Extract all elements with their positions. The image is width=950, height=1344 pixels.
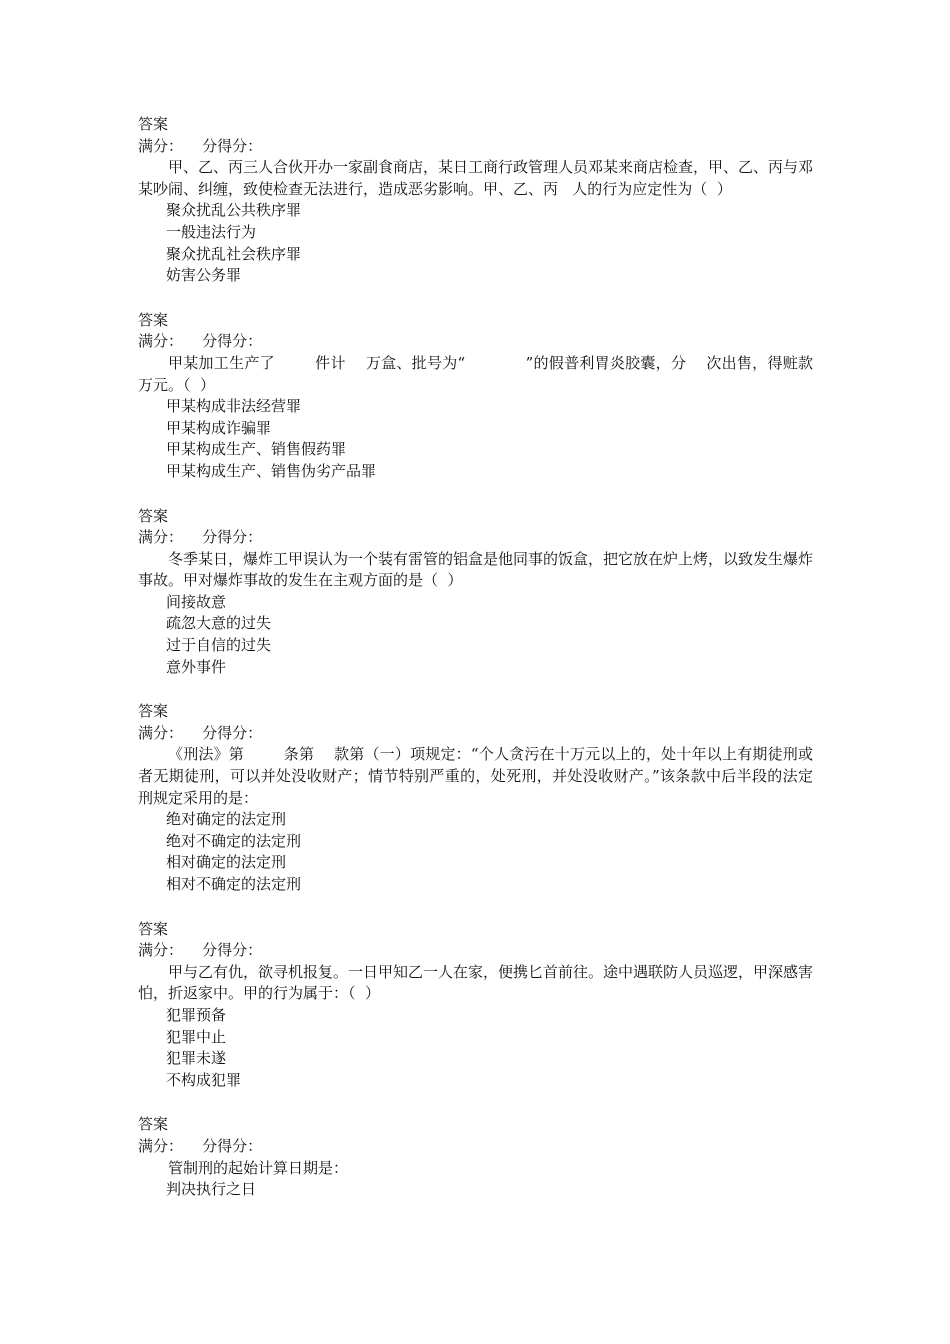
score-line: 满分： 分得分：	[138, 941, 263, 960]
answer-label: 答案	[138, 1115, 169, 1134]
question-stem: 甲某加工生产了 件计 万盒、批号为“ ”的假普利胃炎胶囊，分 次出售，得赃款 万元。（ ）	[138, 353, 861, 394]
option: 甲某构成诈骗罪	[166, 418, 272, 437]
option: 不构成犯罪	[166, 1070, 242, 1089]
option: 相对确定的法定刑	[166, 853, 287, 872]
question-block	[138, 701, 813, 895]
answer-label: 答案	[138, 506, 169, 525]
question-block	[138, 114, 813, 287]
option: 犯罪预备	[166, 1005, 227, 1024]
score-line: 满分： 分得分：	[138, 723, 263, 742]
option: 过于自信的过失	[166, 636, 272, 655]
question-block	[138, 1114, 813, 1200]
score-line: 满分： 分得分：	[138, 1136, 263, 1155]
option: 甲某构成非法经营罪	[166, 397, 302, 416]
option: 犯罪未遂	[166, 1049, 227, 1068]
option: 妨害公务罪	[166, 266, 242, 285]
question-block	[138, 310, 861, 483]
question-block	[138, 506, 813, 679]
question-stem: 甲与乙有仇，欲寻机报复。一日甲知乙一人在家，便携匕首前往。途中遇联防人员巡逻，甲深感害怕，折返家中。甲的行为属于：（ ）	[138, 962, 814, 1003]
score-line: 满分： 分得分：	[138, 528, 263, 547]
option: 犯罪中止	[166, 1027, 227, 1046]
answer-label: 答案	[138, 702, 169, 721]
option: 判决执行之日	[166, 1180, 257, 1199]
option: 绝对不确定的法定刑	[166, 831, 302, 850]
option: 绝对确定的法定刑	[166, 810, 287, 829]
option: 疏忽大意的过失	[166, 614, 272, 633]
option: 意外事件	[166, 657, 227, 676]
score-line: 满分： 分得分：	[138, 332, 263, 351]
question-stem: 冬季某日，爆炸工甲误认为一个装有雷管的铝盒是他同事的饭盒，把它放在炉上烤，以致发生爆炸事故。甲对爆炸事故的发生在主观方面的是（ ）	[138, 549, 814, 590]
question-stem: 《刑法》第 条第 款第（一）项规定：“个人贪污在十万元以上的，处十年以上有期徒刑或者无期徒刑，可以并处没收财产；情节特别严重的，处死刑，并处没收财产。”该条款中后半段的法定刑规定采用的是：	[138, 745, 813, 807]
document-page	[138, 114, 861, 1224]
option: 相对不确定的法定刑	[166, 875, 302, 893]
option: 一般违法行为	[166, 222, 257, 241]
question-stem: 管制刑的起始计算日期是：	[168, 1158, 349, 1177]
score-line: 满分： 分得分：	[138, 136, 263, 155]
option: 间接故意	[166, 592, 227, 611]
option: 聚众扰乱社会秩序罪	[166, 244, 302, 263]
answer-label: 答案	[138, 310, 169, 329]
option: 甲某构成生产、销售假药罪	[166, 440, 347, 459]
option: 甲某构成生产、销售伪劣产品罪	[166, 461, 377, 480]
question-block	[138, 919, 813, 1092]
answer-label: 答案	[138, 115, 169, 133]
question-stem: 甲、乙、丙三人合伙开办一家副食商店，某日工商行政管理人员邓某来商店检查，甲、乙、丙与邓某吵闹、纠缠，致使检查无法进行，造成恶劣影响。甲、乙、丙 人的行为应定性为（ ）	[138, 158, 814, 198]
option: 聚众扰乱公共秩序罪	[166, 201, 302, 220]
answer-label: 答案	[138, 919, 169, 938]
